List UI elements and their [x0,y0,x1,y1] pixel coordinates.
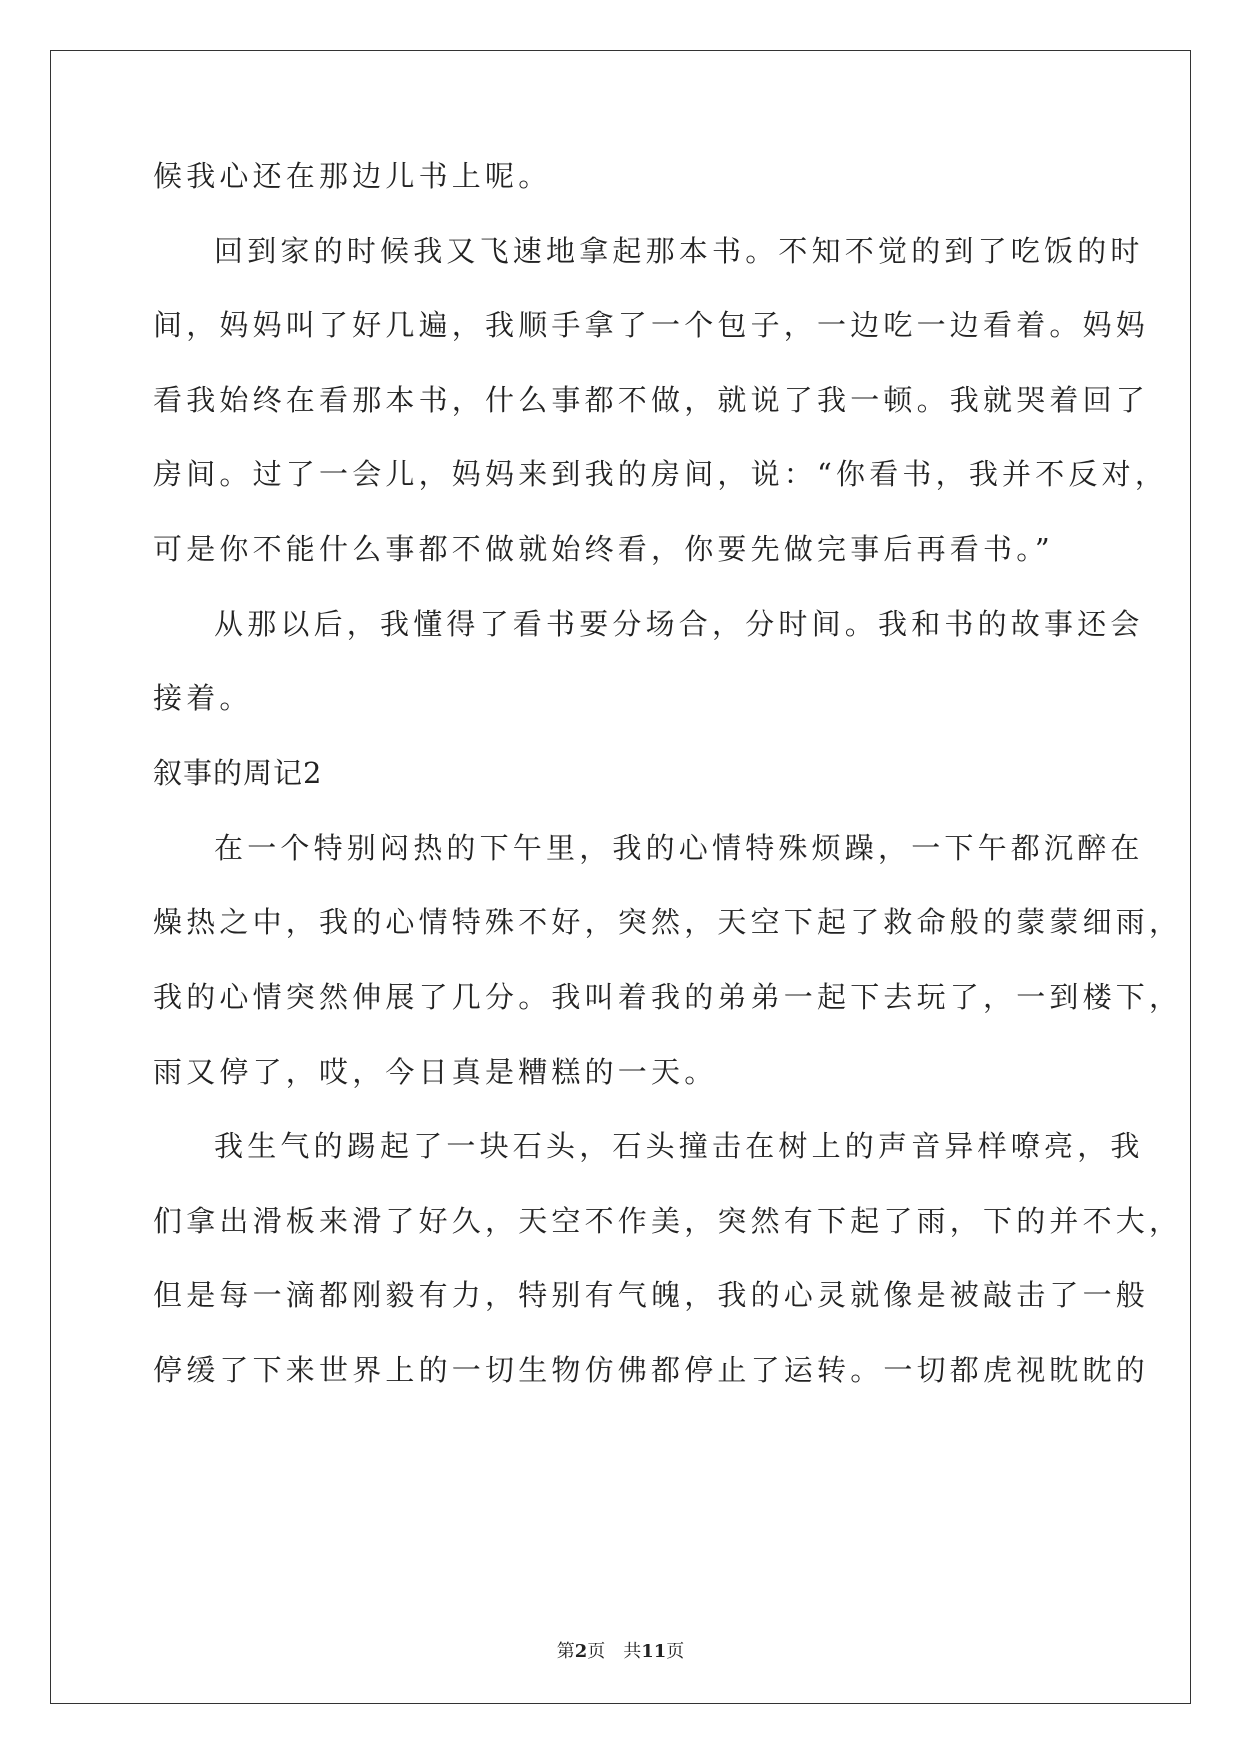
text-line: 候我心还在那边儿书上呢。 [153,159,552,193]
text-line: 但是每一滴都刚毅有力，特别有气魄，我的心灵就像是被敲击了一般 [153,1278,1150,1312]
text-line: 间，妈妈叫了好几遍，我顺手拿了一个包子，一边吃一边看着。妈妈 [153,308,1150,342]
text-line: 们拿出滑板来滑了好久，天空不作美，突然有下起了雨，下的并不大， [153,1204,1183,1238]
page-border [50,50,1191,1704]
page-footer [0,1640,1241,1664]
text-line: 停缓了下来世界上的一切生物仿佛都停止了运转。一切都虎视眈眈的 [153,1353,1150,1387]
total-pages: 11 [641,1641,667,1662]
text-line: 我的心情突然伸展了几分。我叫着我的弟弟一起下去玩了，一到楼下， [153,980,1183,1014]
paragraph-start: 我生气的踢起了一块石头，石头撞击在树上的声音异样嘹亮，我 [214,1129,1144,1163]
text-line: 房间。过了一会儿，妈妈来到我的房间，说：“你看书，我并不反对， [153,457,1169,491]
text-line: 看我始终在看那本书，什么事都不做，就说了我一顿。我就哭着回了 [153,383,1150,417]
text-line: 可是你不能什么事都不做就始终看，你要先做完事后再看书。” [153,532,1054,566]
section-heading: 叙事的周记2 [153,756,323,790]
text-line: 燥热之中，我的心情特殊不好，突然，天空下起了救命般的蒙蒙细雨， [153,905,1183,939]
page-suffix: 页 [587,1641,606,1662]
page-prefix: 第 [556,1641,575,1662]
total-prefix: 共 [623,1641,642,1662]
paragraph-start: 在一个特别闷热的下午里，我的心情特殊烦躁，一下午都沉醉在 [214,831,1144,865]
text-line: 接着。 [153,681,253,715]
total-suffix: 页 [666,1641,685,1662]
page-number: 2 [574,1641,588,1662]
paragraph-start: 从那以后，我懂得了看书要分场合，分时间。我和书的故事还会 [214,607,1144,641]
text-line: 雨又停了，哎，今日真是糟糕的一天。 [153,1055,718,1089]
paragraph-start: 回到家的时候我又飞速地拿起那本书。不知不觉的到了吃饭的时 [214,234,1144,268]
